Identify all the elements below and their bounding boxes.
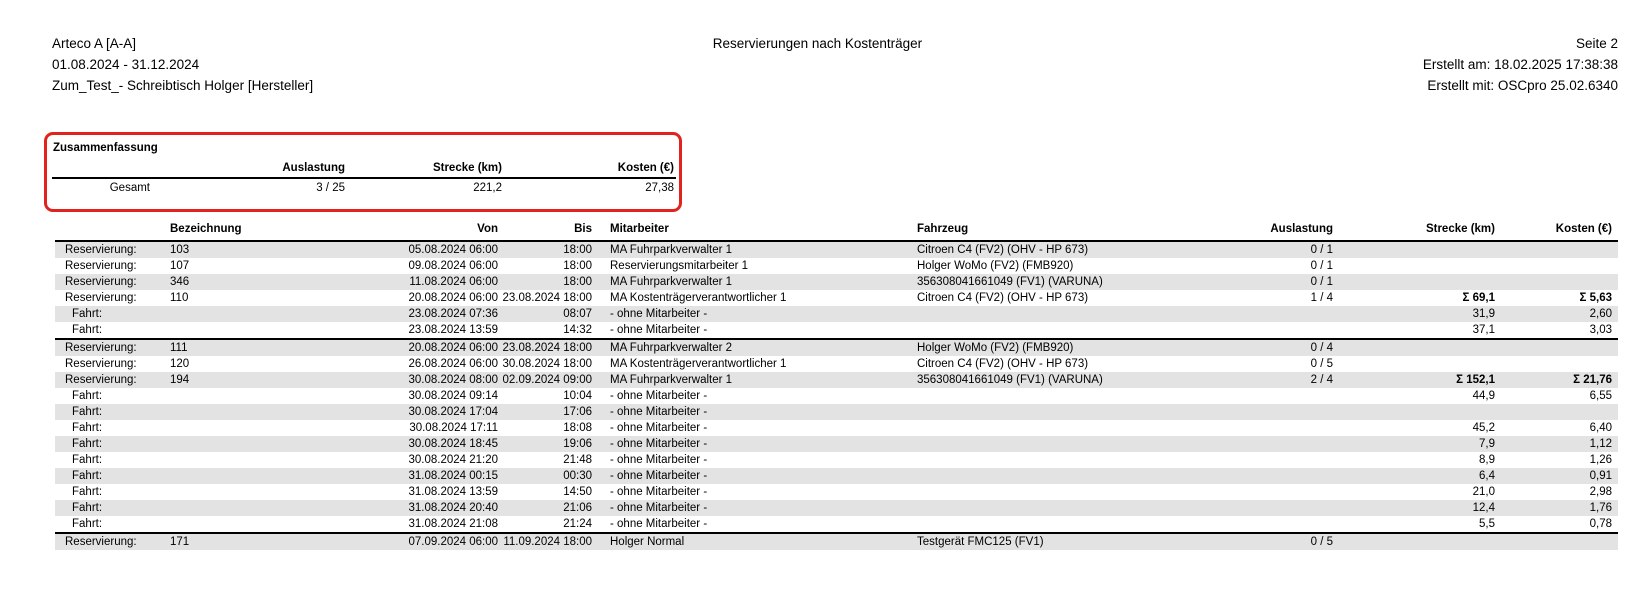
report-date-range: 01.08.2024 - 31.12.2024 [52,57,200,72]
cell-bis: 08:07 [502,306,597,322]
cell-strecke [1335,258,1497,274]
cell-fahrzeug [903,468,1247,484]
cell-bezeichnung: 107 [170,260,190,272]
column-header-fahrzeug: Fahrzeug [903,221,1247,241]
cell-kosten [1497,241,1618,258]
cell-auslastung [1247,484,1335,500]
cell-bezeichnung [165,484,361,500]
cell-kosten: 3,03 [1589,324,1612,336]
cell-kosten [1497,356,1618,372]
column-header-von: Von [361,221,502,241]
cell-strecke: 7,9 [1335,436,1497,452]
cell-type: Fahrt: [55,306,165,322]
cell-von: 30.08.2024 17:11 [409,422,498,434]
cell-type: Fahrt: [72,422,103,434]
report-title: Reservierungen nach Kostenträger [712,36,923,51]
cell-kosten: 6,55 [1589,390,1612,402]
cell-type: Reservierung: [55,274,165,290]
cell-fahrzeug: Holger WoMo (FV2) (FMB920) [917,260,1074,272]
cell-auslastung [1247,322,1335,339]
cell-auslastung: 0 / 5 [1310,358,1333,370]
cell-bezeichnung [165,468,361,484]
cell-kosten: 0,91 [1497,468,1618,484]
cell-von: 30.08.2024 08:00 [361,372,502,388]
cell-strecke: 37,1 [1472,324,1495,336]
cell-von: 30.08.2024 17:04 [361,404,502,420]
cell-kosten [1497,404,1618,420]
cell-type: Reservierung: [55,241,165,258]
cell-bis: 23.08.2024 18:00 [502,339,597,356]
cell-mitarbeiter: MA Kostenträgerverantwortlicher 1 [610,358,787,370]
cell-fahrzeug: 356308041661049 (FV1) (VARUNA) [903,372,1247,388]
cell-fahrzeug [903,484,1247,500]
cell-kosten: Σ 21,76 [1497,372,1618,388]
cell-mitarbeiter: - ohne Mitarbeiter - [597,468,903,484]
cell-von: 05.08.2024 06:00 [361,241,502,258]
cell-bezeichnung [165,388,361,404]
cell-mitarbeiter: - ohne Mitarbeiter - [610,422,708,434]
cell-von: 23.08.2024 13:59 [408,324,498,336]
cell-mitarbeiter: MA Kostenträgerverantwortlicher 1 [610,292,787,304]
cell-fahrzeug [903,436,1247,452]
cell-auslastung: 0 / 5 [1247,533,1335,550]
cell-bezeichnung [165,516,361,533]
cell-fahrzeug: Holger WoMo (FV2) (FMB920) [903,339,1247,356]
cell-type: Reservierung: [55,533,165,550]
cell-auslastung: 2 / 4 [1247,372,1335,388]
trip-row [55,484,1618,500]
reservations-table [55,221,1618,550]
cell-auslastung: 0 / 1 [1247,274,1335,290]
cell-fahrzeug [903,404,1247,420]
cell-mitarbeiter: - ohne Mitarbeiter - [610,390,708,402]
cell-type: Fahrt: [72,518,103,530]
cell-mitarbeiter: MA Fuhrparkverwalter 1 [597,241,903,258]
summary-total-strecke: 221,2 [473,182,502,194]
trip-row [55,306,1618,322]
trip-row [55,468,1618,484]
cell-von: 20.08.2024 06:00 [361,339,502,356]
cell-mitarbeiter: - ohne Mitarbeiter - [597,500,903,516]
cell-bis: 21:24 [563,518,592,530]
cell-type: Fahrt: [55,468,165,484]
table-header-row [55,221,1618,241]
cell-kosten [1497,533,1618,550]
summary-total-auslastung: 3 / 25 [316,182,345,194]
cell-bis: 10:04 [563,390,592,402]
cell-kosten: 0,78 [1589,518,1612,530]
reservation-row [55,241,1618,258]
customer-name: Arteco A [A-A] [52,36,137,51]
cell-kosten [1497,339,1618,356]
cell-bis: 18:00 [502,241,597,258]
cell-strecke: 12,4 [1335,500,1497,516]
cell-bezeichnung: 120 [170,358,190,370]
cell-mitarbeiter: - ohne Mitarbeiter - [610,486,708,498]
trip-row [55,500,1618,516]
cell-auslastung [1247,468,1335,484]
cell-auslastung [1247,404,1335,420]
reservation-row [55,274,1618,290]
summary-header-strecke: Strecke (km) [347,158,504,178]
cell-strecke: 45,2 [1472,422,1495,434]
cell-von: 26.08.2024 06:00 [408,358,498,370]
cell-bezeichnung [165,500,361,516]
trip-row [55,436,1618,452]
summary-header-auslastung: Auslastung [152,158,347,178]
trip-row [55,322,1618,339]
cell-kosten: 1,12 [1497,436,1618,452]
cell-strecke: 31,9 [1335,306,1497,322]
cell-bezeichnung [165,306,361,322]
cell-bis: 14:50 [563,486,592,498]
created-at: Erstellt am: 18.02.2025 17:38:38 [1422,57,1618,72]
cell-von: 30.08.2024 09:14 [408,390,498,402]
cell-fahrzeug [903,322,1247,339]
column-header-strecke: Strecke (km) [1335,221,1497,241]
cell-bezeichnung [165,436,361,452]
summary-total-label: Gesamt [109,182,150,194]
cell-mitarbeiter: MA Fuhrparkverwalter 1 [597,372,903,388]
cell-bezeichnung: 171 [165,533,361,550]
cell-bis: 21:06 [502,500,597,516]
report-meta-right [1423,33,1618,96]
column-header-auslastung: Auslastung [1247,221,1335,241]
cell-strecke [1335,533,1497,550]
cell-strecke: Σ 152,1 [1335,372,1497,388]
cell-strecke: 21,0 [1472,486,1495,498]
cell-mitarbeiter: - ohne Mitarbeiter - [610,454,708,466]
cell-kosten: 2,60 [1497,306,1618,322]
cell-type: Fahrt: [55,436,165,452]
cell-type: Fahrt: [72,486,103,498]
cell-fahrzeug: Citroen C4 (FV2) (OHV - HP 673) [903,241,1247,258]
cell-von: 31.08.2024 13:59 [408,486,498,498]
cell-strecke [1335,339,1497,356]
cell-type: Reservierung: [65,292,137,304]
cell-bis: 00:30 [502,468,597,484]
cell-auslastung [1247,500,1335,516]
page-number: Seite 2 [1575,36,1618,51]
column-header-type [55,221,165,241]
cell-kosten: 6,40 [1589,422,1612,434]
cell-type: Reservierung: [65,260,137,272]
cell-bis: 18:00 [502,274,597,290]
cell-strecke: 6,4 [1335,468,1497,484]
summary-header-spacer [52,158,152,178]
cell-bezeichnung: 194 [165,372,361,388]
cell-auslastung: 1 / 4 [1310,292,1333,304]
cell-kosten: Σ 5,63 [1579,292,1612,304]
cell-bezeichnung: 103 [165,241,361,258]
cell-bis: 17:06 [502,404,597,420]
cell-mitarbeiter: - ohne Mitarbeiter - [597,436,903,452]
cell-mitarbeiter: - ohne Mitarbeiter - [610,324,708,336]
cell-fahrzeug [903,306,1247,322]
cell-von: 31.08.2024 00:15 [361,468,502,484]
cell-type: Fahrt: [55,500,165,516]
cell-kosten: 2,98 [1589,486,1612,498]
cell-von: 09.08.2024 06:00 [408,260,498,272]
trip-row [55,404,1618,420]
column-header-bezeichnung: Bezeichnung [165,221,361,241]
cell-kosten [1497,258,1618,274]
reservation-row [55,533,1618,550]
cell-von: 30.08.2024 18:45 [361,436,502,452]
cell-strecke [1335,241,1497,258]
summary-total-row [52,178,676,194]
column-header-bis: Bis [502,221,597,241]
trip-row [55,516,1618,533]
cell-kosten: 1,26 [1589,454,1612,466]
cell-strecke: 44,9 [1472,390,1495,402]
trip-row [55,452,1618,468]
cell-fahrzeug: Citroen C4 (FV2) (OHV - HP 673) [917,358,1089,370]
trip-row [55,420,1618,436]
cell-bezeichnung [165,452,361,468]
cell-auslastung: 0 / 4 [1247,339,1335,356]
cell-fahrzeug: 356308041661049 (FV1) (VARUNA) [903,274,1247,290]
cell-bis: 30.08.2024 18:00 [502,358,592,370]
cell-auslastung [1247,420,1335,436]
cell-mitarbeiter: Reservierungsmitarbeiter 1 [610,260,749,272]
cell-type: Fahrt: [72,454,103,466]
cell-bezeichnung: 110 [170,292,189,304]
cell-kosten: 1,76 [1497,500,1618,516]
cell-bezeichnung [165,322,361,339]
cell-bis: 11.09.2024 18:00 [502,533,597,550]
cell-fahrzeug: Citroen C4 (FV2) (OHV - HP 673) [917,292,1089,304]
column-header-mitarbeiter: Mitarbeiter [597,221,903,241]
summary-total-kosten: 27,38 [645,182,674,194]
summary-header-kosten: Kosten (€) [504,158,676,178]
cell-mitarbeiter: Holger Normal [597,533,903,550]
reservation-row [55,290,1618,306]
cell-bis: 21:48 [563,454,592,466]
reservation-row [55,372,1618,388]
cell-type: Reservierung: [55,372,165,388]
cell-strecke: 8,9 [1479,454,1495,466]
cell-fahrzeug [903,388,1247,404]
cell-bezeichnung [165,404,361,420]
cell-auslastung: 0 / 1 [1310,260,1333,272]
trip-row [55,388,1618,404]
summary-header-row [52,158,676,178]
cell-fahrzeug: Testgerät FMC125 (FV1) [903,533,1247,550]
cell-auslastung [1247,436,1335,452]
cell-von: 07.09.2024 06:00 [361,533,502,550]
created-with: Erstellt mit: OSCpro 25.02.6340 [1427,78,1618,93]
cell-auslastung [1247,516,1335,533]
cell-bezeichnung: 111 [165,339,361,356]
cell-strecke: Σ 69,1 [1462,292,1495,304]
cell-type: Fahrt: [55,404,165,420]
cell-fahrzeug [903,452,1247,468]
cell-strecke [1335,404,1497,420]
cell-auslastung [1247,388,1335,404]
cell-auslastung: 0 / 1 [1247,241,1335,258]
cell-fahrzeug [903,420,1247,436]
cell-bis: 02.09.2024 09:00 [502,372,597,388]
cell-auslastung [1247,452,1335,468]
cell-bis: 19:06 [502,436,597,452]
cell-mitarbeiter: MA Fuhrparkverwalter 2 [597,339,903,356]
cell-fahrzeug [903,500,1247,516]
cell-mitarbeiter: - ohne Mitarbeiter - [597,404,903,420]
cell-von: 20.08.2024 06:00 [408,292,498,304]
cell-von: 31.08.2024 21:08 [408,518,498,530]
cost-center-name: Zum_Test_- Schreibtisch Holger [Hersteller] [52,78,314,93]
cell-bezeichnung [165,420,361,436]
cell-mitarbeiter: - ohne Mitarbeiter - [610,518,708,530]
cell-bis: 14:32 [563,324,592,336]
cell-fahrzeug [903,516,1247,533]
cell-bezeichnung: 346 [165,274,361,290]
cell-von: 23.08.2024 07:36 [361,306,502,322]
reservation-row [55,339,1618,356]
cell-mitarbeiter: MA Fuhrparkverwalter 1 [597,274,903,290]
cell-bis: 23.08.2024 18:00 [502,292,592,304]
cell-auslastung [1247,306,1335,322]
cell-strecke [1335,274,1497,290]
cell-strecke: 5,5 [1479,518,1495,530]
cell-von: 11.08.2024 06:00 [361,274,502,290]
cell-kosten [1497,274,1618,290]
cell-mitarbeiter: - ohne Mitarbeiter - [597,306,903,322]
cell-von: 31.08.2024 20:40 [361,500,502,516]
cell-type: Fahrt: [72,324,103,336]
column-header-kosten: Kosten (€) [1497,221,1618,241]
reservation-row [55,356,1618,372]
summary-box-annotation [44,132,682,212]
reservation-row [55,258,1618,274]
cell-von: 30.08.2024 21:20 [408,454,498,466]
cell-bis: 18:00 [563,260,592,272]
cell-bis: 18:08 [563,422,592,434]
cell-strecke [1335,356,1497,372]
cell-type: Fahrt: [72,390,103,402]
cell-type: Reservierung: [65,358,137,370]
cell-type: Reservierung: [55,339,165,356]
summary-title: Zusammenfassung [53,142,158,154]
summary-table [52,158,676,194]
